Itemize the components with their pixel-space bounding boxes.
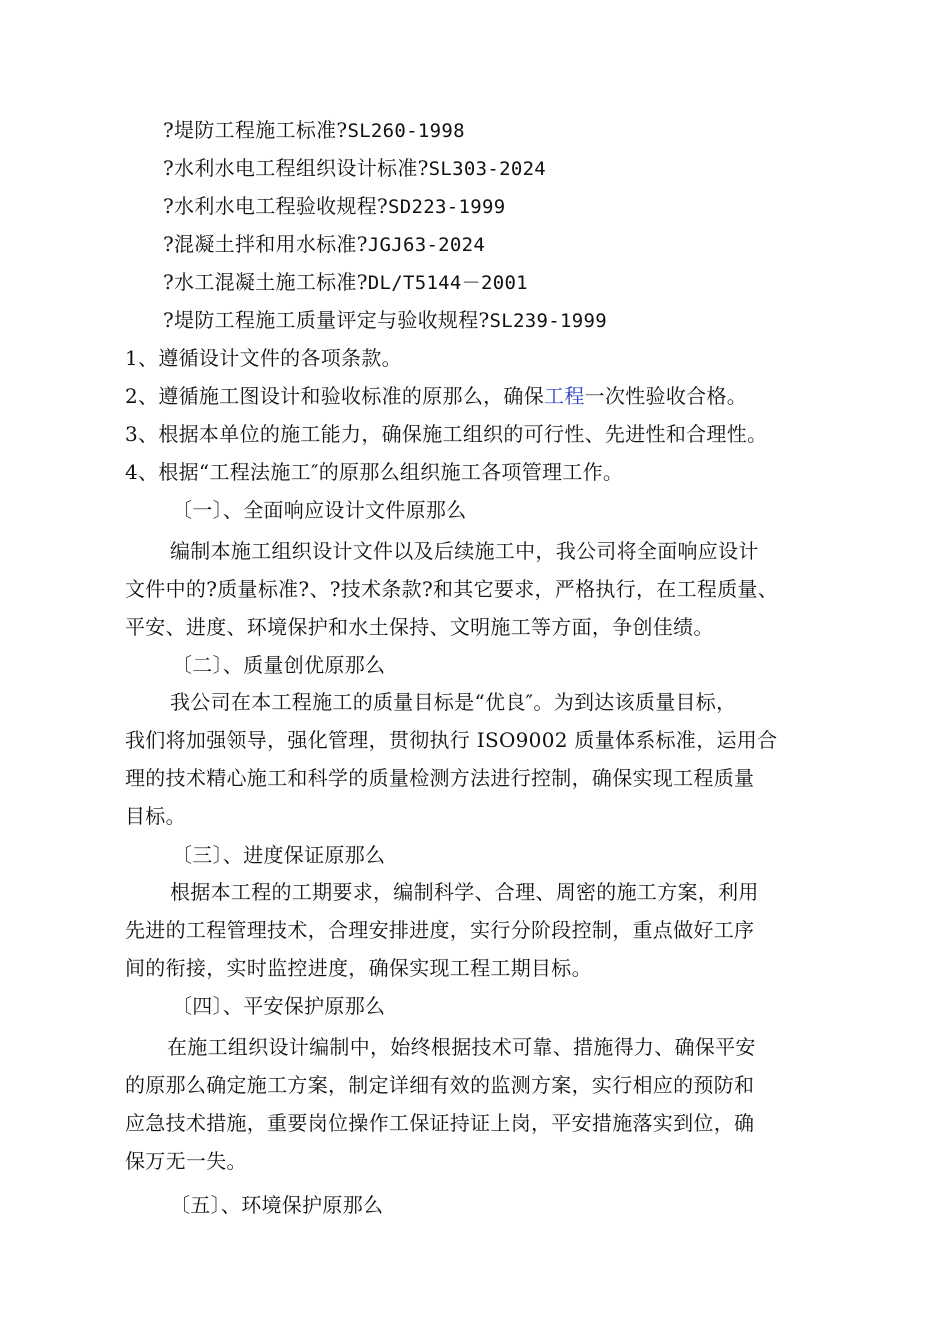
standard-title: ?堤防工程施工标准? [163, 118, 348, 142]
section-heading: 〔三〕、进度保证原那么 [172, 843, 386, 867]
paragraph-line: 的原那么确定施工方案，制定详细有效的监测方案，实行相应的预防和 [125, 1073, 755, 1097]
standard-item [163, 307, 607, 334]
section-heading: 〔一〕、全面响应设计文件原那么 [172, 498, 467, 522]
standard-title: ?水利水电工程验收规程? [163, 194, 389, 218]
principle-item: 4、根据“工程法施工″的原那么组织施工各项管理工作。 [125, 460, 624, 484]
paragraph-line: 应急技术措施，重要岗位操作工保证持证上岗，平安措施落实到位，确 [125, 1111, 755, 1135]
standard-title: ?混凝土拌和用水标准? [163, 232, 368, 256]
standard-title: ?堤防工程施工质量评定与验收规程? [163, 308, 490, 332]
paragraph-line: 先进的工程管理技术，合理安排进度，实行分阶段控制，重点做好工序 [125, 918, 755, 942]
standard-item [163, 117, 465, 144]
paragraph-line: 理的技术精心施工和科学的质量检测方法进行控制，确保实现工程质量 [125, 766, 755, 790]
standard-code: SL260-1998 [347, 120, 465, 142]
section-heading: 〔二〕、质量创优原那么 [172, 653, 386, 677]
standard-item [163, 155, 546, 182]
section-heading: 〔五〕、环境保护原那么 [170, 1193, 384, 1217]
paragraph-line: 文件中的?质量标准?、?技术条款?和其它要求，严格执行，在工程质量、 [125, 577, 779, 601]
standard-code: SL303-2024 [428, 158, 547, 180]
principle-item [125, 383, 747, 409]
principle-item: 1、遵循设计文件的各项条款。 [125, 346, 402, 370]
standard-code: SL239-1999 [489, 310, 607, 332]
paragraph-line: 间的衔接，实时监控进度，确保实现工程工期目标。 [125, 956, 592, 980]
paragraph-line: 编制本施工组织设计文件以及后续施工中，我公司将全面响应设计 [170, 539, 759, 563]
standard-title: ?水利水电工程组织设计标准? [163, 156, 429, 180]
standard-code: JGJ63-2024 [367, 234, 486, 256]
principle-item: 3、根据本单位的施工能力，确保施工组织的可行性、先进性和合理性。 [125, 422, 768, 446]
standard-item [163, 269, 528, 296]
paragraph-line: 平安、进度、环境保护和水土保持、文明施工等方面，争创佳绩。 [125, 615, 714, 639]
section-heading: 〔四〕、平安保护原那么 [172, 994, 386, 1018]
standard-title: ?水工混凝土施工标准? [163, 270, 368, 294]
paragraph-line: 根据本工程的工期要求，编制科学、合理、周密的施工方案，利用 [170, 880, 759, 904]
standard-item [163, 231, 485, 258]
paragraph-line: 我公司在本工程施工的质量目标是“优良″。为到达该质量目标， [170, 690, 737, 714]
project-link[interactable]: 工程 [544, 384, 585, 408]
standard-code: DL/T5144－2001 [367, 272, 528, 294]
standard-code: SD223-1999 [388, 196, 506, 218]
principle-text: 2、遵循施工图设计和验收标准的原那么，确保 [125, 384, 545, 408]
standard-item [163, 193, 505, 220]
paragraph-line: 目标。 [125, 804, 186, 828]
principle-text: 一次性验收合格。 [584, 384, 748, 408]
paragraph-line: 保万无一失。 [125, 1149, 247, 1173]
paragraph-line: 我们将加强领导，强化管理，贯彻执行 ISO9002 质量体系标准，运用合 [125, 728, 778, 752]
paragraph-line: 在施工组织设计编制中，始终根据技术可靠、措施得力、确保平安 [167, 1035, 756, 1059]
